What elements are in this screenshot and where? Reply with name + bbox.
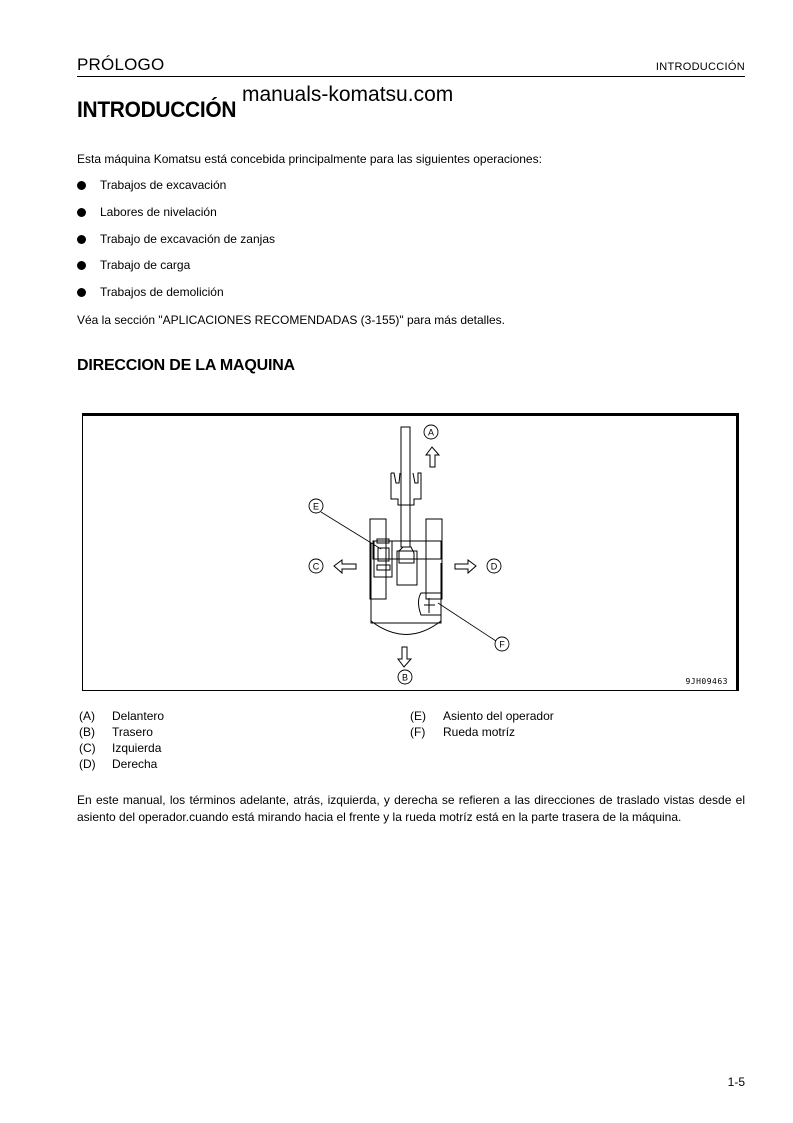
bullet-icon — [77, 208, 86, 217]
bullet-icon — [77, 261, 86, 270]
list-item: Trabajo de carga — [77, 258, 275, 285]
label-f: F — [499, 639, 505, 650]
arrow-right-icon — [455, 560, 476, 573]
excavator-diagram — [83, 416, 736, 690]
operations-list — [77, 178, 275, 312]
list-item: Labores de nivelación — [77, 205, 275, 232]
direction-paragraph: En este manual, los términos adelante, atrás, izquierda, y derecha se refieren a las direcciones de traslado vistas desde el asiento del operador.cuando está mirando hacia el frente y la rueda motríz está en la parte trasera de la máquina. — [77, 793, 745, 824]
arrow-left-icon — [334, 560, 356, 573]
label-d: D — [490, 561, 498, 572]
label-e: E — [312, 501, 320, 512]
header-rule — [77, 76, 745, 77]
legend-item: (A) Delantero — [79, 709, 165, 723]
arrow-back-icon — [398, 647, 411, 667]
figure-code: 9JH09463 — [685, 677, 728, 686]
machine-direction-figure — [82, 413, 739, 691]
label-b: B — [401, 672, 409, 683]
arrow-forward-icon — [426, 447, 439, 467]
legend-item: (E) Asiento del operador — [410, 709, 554, 723]
bullet-icon — [77, 235, 86, 244]
intro-text: Esta máquina Komatsu está concebida principalmente para las siguientes operaciones: — [77, 152, 542, 166]
header-chapter: INTRODUCCIÓN — [655, 61, 745, 73]
watermark: manuals-komatsu.com — [242, 83, 454, 106]
page-title: INTRODUCCIÓN — [77, 97, 237, 122]
list-item: Trabajo de excavación de zanjas — [77, 232, 275, 259]
bullet-icon — [77, 288, 86, 297]
legend-item: (F) Rueda motríz — [410, 725, 516, 739]
legend-right — [410, 709, 554, 741]
header-section: PRÓLOGO — [77, 55, 165, 74]
legend-item: (C) Izquierda — [79, 741, 162, 755]
section-title: DIRECCION DE LA MAQUINA — [77, 357, 295, 374]
list-item: Trabajos de excavación — [77, 178, 275, 205]
label-c: C — [312, 561, 320, 572]
see-also-text: Véa la sección "APLICACIONES RECOMENDADAS (3-155)" para más detalles. — [77, 313, 506, 327]
legend-item: (B) Trasero — [79, 725, 153, 739]
list-item: Trabajos de demolición — [77, 285, 275, 312]
legend-left — [79, 709, 164, 773]
legend-item: (D) Derecha — [79, 757, 158, 771]
page-number: 1-5 — [727, 1075, 745, 1089]
label-a: A — [427, 427, 435, 438]
bullet-icon — [77, 181, 86, 190]
